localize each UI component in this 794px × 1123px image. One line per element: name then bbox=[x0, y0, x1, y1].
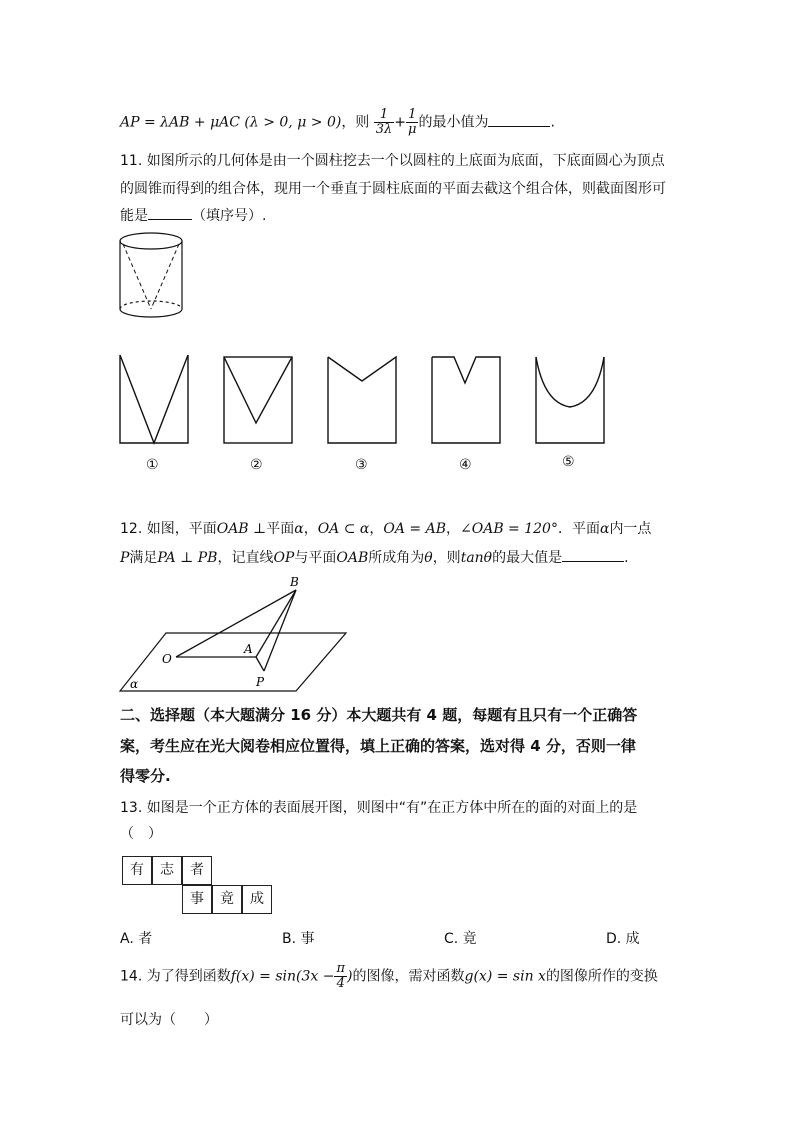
label-alpha: α bbox=[130, 677, 139, 691]
section-option-2 bbox=[222, 355, 294, 445]
q14-pi-over-4 bbox=[334, 962, 347, 991]
q12-math-5: ∠OAB = 120° bbox=[460, 521, 558, 537]
label-o: O bbox=[162, 652, 172, 666]
q14-function-f: f(x) = sin(3x − bbox=[230, 968, 335, 985]
label-p: P bbox=[256, 675, 265, 689]
net-cell-2: 志 bbox=[152, 856, 182, 885]
q10-frac2 bbox=[406, 108, 418, 137]
q12-text-b: 平面 bbox=[266, 521, 295, 537]
label-b: B bbox=[290, 575, 299, 589]
q11-answer-blank bbox=[148, 219, 192, 220]
section2-line3: 得零分. bbox=[120, 767, 171, 785]
q11-line3a: 能是 bbox=[120, 208, 148, 224]
q13-option-c[interactable]: C. 竟 bbox=[444, 931, 477, 947]
q12-math-1: OAB ⊥ bbox=[216, 521, 267, 537]
section2-line2: 案，考生应在光大阅卷相应位置得，填上正确的答案，选对得 4 分，否则一律 bbox=[120, 737, 636, 755]
q12-text-i: ，记直线 bbox=[217, 550, 274, 566]
q12-text-j: 与平面 bbox=[294, 550, 337, 566]
q12-math-11: tanθ bbox=[460, 550, 493, 566]
q14-mid: 的图像，需对函数 bbox=[352, 968, 465, 985]
q11-line2: 的圆锥而得到的组合体，现用一个垂直于圆柱底面的平面去截这个组合体，则截面图形可 bbox=[120, 181, 666, 197]
q14-four: 4 bbox=[336, 976, 345, 991]
q12-line1 bbox=[120, 518, 651, 538]
q12-math-4: OA = AB bbox=[383, 521, 446, 537]
q12-text-k: 所成角为 bbox=[368, 550, 425, 566]
q12-text-a: 12. 如图，平面 bbox=[120, 521, 217, 537]
section-label-3: ③ bbox=[355, 457, 368, 473]
q10-suffix: 的最小值为 bbox=[418, 114, 489, 131]
q14-suffix: 的图像所作的变换 bbox=[545, 968, 658, 985]
q12-text-e: ， bbox=[446, 521, 460, 537]
q10-frac1 bbox=[374, 108, 395, 137]
net-cell-5: 竟 bbox=[212, 885, 242, 914]
q10-frac1-den: 3λ bbox=[375, 122, 393, 137]
q13-paren: （ ） bbox=[120, 826, 162, 842]
q14-prefix: 14. 为了得到函数 bbox=[120, 968, 231, 985]
q14-function-g: g(x) = sin x bbox=[464, 968, 546, 985]
q12-math-2: α bbox=[294, 521, 304, 537]
q10-plus: + bbox=[394, 114, 407, 131]
q12-text-l: ，则 bbox=[432, 550, 461, 566]
q12-math-3: OA ⊂ α bbox=[317, 521, 370, 537]
q12-text-g: 内一点 bbox=[609, 521, 652, 537]
net-cell-1: 有 bbox=[122, 856, 152, 885]
q12-math-8: OP bbox=[273, 550, 295, 566]
q11-line3 bbox=[120, 205, 266, 225]
q12-text-m: 的最大值是 bbox=[492, 550, 563, 566]
q13-option-b[interactable]: B. 事 bbox=[282, 931, 315, 947]
net-cell-3: 者 bbox=[182, 856, 212, 885]
q10-frac2-den: μ bbox=[408, 122, 417, 137]
section-label-2: ② bbox=[250, 457, 263, 473]
section-option-5 bbox=[534, 355, 606, 445]
q12-text-f: ．平面 bbox=[557, 521, 600, 537]
plane-geometry-figure bbox=[118, 574, 353, 694]
q10-end: . bbox=[550, 114, 555, 131]
q12-math-p: P bbox=[120, 550, 130, 566]
q14-pi: π bbox=[336, 961, 346, 976]
section-label-5: ⑤ bbox=[562, 454, 575, 470]
section-option-3 bbox=[326, 355, 398, 445]
q10-frac2-num: 1 bbox=[406, 108, 418, 123]
q12-text-c: ， bbox=[303, 521, 318, 537]
q10-line bbox=[120, 108, 555, 137]
q12-math-7: PA ⊥ PB bbox=[157, 550, 218, 566]
net-cell-4: 事 bbox=[182, 885, 212, 914]
q12-text-h: 满足 bbox=[129, 550, 158, 566]
q12-math-6: α bbox=[599, 521, 610, 537]
cylinder-cone-figure bbox=[116, 230, 186, 322]
q12-math-9: OAB bbox=[336, 550, 369, 566]
section-option-1 bbox=[118, 353, 190, 445]
q10-frac1-num: 1 bbox=[374, 108, 395, 123]
q13-option-a[interactable]: A. 者 bbox=[120, 931, 153, 947]
q12-end: . bbox=[624, 550, 629, 566]
section-label-1: ① bbox=[146, 457, 159, 473]
q13-option-d[interactable]: D. 成 bbox=[606, 931, 640, 947]
section2-line1: 二、选择题（本大题满分 16 分）本大题共有 4 题，每题有且只有一个正确答 bbox=[120, 706, 638, 724]
net-cell-6: 成 bbox=[242, 885, 272, 914]
q12-math-10: θ bbox=[424, 550, 433, 566]
q14-close: ) bbox=[347, 968, 353, 985]
q11-line1: 11. 如图所示的几何体是由一个圆柱挖去一个以圆柱的上底面为底面，下底面圆心为顶点 bbox=[120, 153, 665, 169]
q12-line2 bbox=[120, 547, 629, 567]
q10-answer-blank bbox=[488, 126, 550, 127]
q14-line2: 可以为（ ） bbox=[120, 1012, 218, 1028]
q11-line3b: （填序号）. bbox=[192, 208, 267, 224]
label-a: A bbox=[244, 642, 253, 656]
section-option-4 bbox=[430, 355, 502, 445]
section-label-4: ④ bbox=[459, 457, 472, 473]
q10-prefix: ，则 bbox=[341, 114, 370, 131]
q12-answer-blank bbox=[562, 561, 624, 562]
q13-line1: 13. 如图是一个正方体的表面展开图，则图中“有”在正方体中所在的面的对面上的是 bbox=[120, 800, 638, 816]
q12-text-d: ， bbox=[369, 521, 384, 537]
q10-formula: AP = λAB + μAC (λ > 0, μ > 0) bbox=[120, 114, 342, 131]
q14-line1 bbox=[120, 962, 658, 991]
